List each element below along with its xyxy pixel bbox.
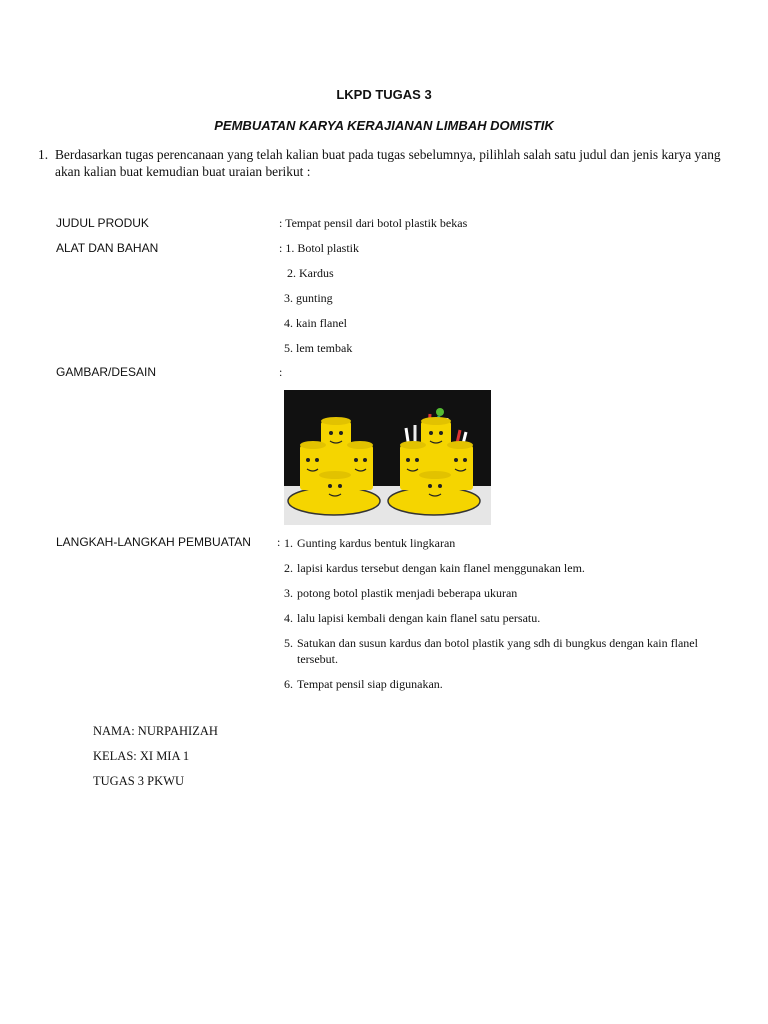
langkah-step (284, 535, 714, 551)
langkah-pembuatan-label: LANGKAH-LANGKAH PEMBUATAN (56, 535, 251, 549)
step-number: 4. (284, 611, 293, 625)
alat-bahan-item: : 1. Botol plastik (279, 241, 360, 255)
document-subtitle: PEMBUATAN KARYA KERAJIANAN LIMBAH DOMISTIK (214, 118, 554, 133)
step-text: potong botol plastik menjadi beberapa ukuran (297, 586, 518, 600)
step-number: 2. (284, 561, 293, 575)
assignment-label: TUGAS 3 PKWU (93, 774, 184, 788)
gambar-desain-colon: : (279, 365, 283, 379)
student-name: NAMA: NURPAHIZAH (93, 724, 218, 738)
step-text: Tempat pensil siap digunakan. (297, 677, 443, 691)
langkah-colon: : (277, 535, 281, 549)
langkah-step (284, 560, 714, 576)
judul-produk-value: : Tempat pensil dari botol plastik bekas (279, 216, 468, 230)
step-number: 6. (284, 677, 293, 691)
alat-bahan-item: 3. gunting (284, 291, 333, 305)
alat-bahan-item: 4. kain flanel (284, 316, 347, 330)
alat-bahan-item: 5. lem tembak (284, 341, 353, 355)
step-text: Satukan dan susun kardus dan botol plastik yang sdh di bungkus dengan kain flanel tersebut. (297, 636, 698, 666)
alat-bahan-label: ALAT DAN BAHAN (56, 241, 159, 255)
instruction-paragraph (38, 146, 728, 180)
step-number: 3. (284, 586, 293, 600)
langkah-step (284, 610, 714, 626)
step-number: 1. (284, 536, 293, 550)
step-text: Gunting kardus bentuk lingkaran (297, 536, 456, 550)
step-text: lalu lapisi kembali dengan kain flanel satu persatu. (297, 611, 541, 625)
alat-bahan-item: 2. Kardus (287, 266, 334, 280)
step-text: lapisi kardus tersebut dengan kain flanel menggunakan lem. (297, 561, 585, 575)
gambar-desain-label: GAMBAR/DESAIN (56, 365, 157, 379)
document-title: LKPD TUGAS 3 (336, 87, 432, 102)
student-class: KELAS: XI MIA 1 (93, 749, 190, 763)
langkah-step (284, 676, 714, 692)
judul-produk-label: JUDUL PRODUK (56, 216, 149, 230)
step-number: 5. (284, 636, 293, 650)
instruction-number: 1. (38, 147, 49, 162)
pencil-holder-photo (284, 390, 491, 525)
instruction-text: Berdasarkan tugas perencanaan yang telah kalian buat pada tugas sebelumnya, pilihlah salah satu judul dan jenis karya yang akan kalian buat kemudian buat uraian berikut : (55, 147, 721, 179)
langkah-step (284, 635, 714, 667)
langkah-step (284, 585, 714, 601)
